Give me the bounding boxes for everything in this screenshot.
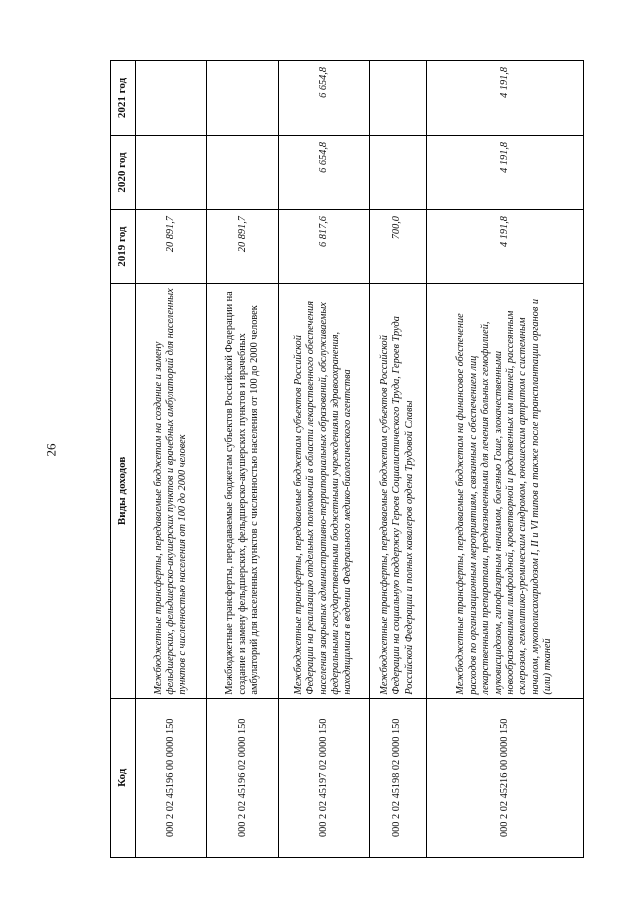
table-header-row [111,61,136,858]
row-description: Межбюджетные трансферты, передаваемые бюджетам на создание и замену фельдшерских, фельдшерско-акушерских пунктов и врачебных амбулаторий для населенных пунктов с численностью населения от 100 до 2000 человек [136,284,207,698]
header-2020: 2020 год [111,135,136,209]
row-value-2019: 4 191,8 [426,210,583,284]
header-2019: 2019 год [111,210,136,284]
row-description: Межбюджетные трансферты, передаваемые бюджетам на финансовое обеспечение расходов по организационным мероприятиям, связанным с обеспечением лиц лекарственными препаратами, предназначенными для лечения больных гемофилией, муковисцидозом, гипофизарным нанизмом, болезнью Гоше, злокачественными новообразованиями лимфоидной, кроветворной и родственных им тканей, рассеянным склерозом, гемолитико-уремическим синдромом, юношеским артритом с системным началом, мукополисахаридозом I, II и VI типов а также после трансплантации органов и (или) тканей [426,284,583,698]
row-code: 000 2 02 45196 00 0000 150 [136,698,207,857]
row-value-2020 [369,135,426,209]
table-row [136,61,207,858]
row-value-2021: 6 654,8 [278,61,369,136]
row-value-2020 [136,135,207,209]
table-row [278,61,369,858]
row-code: 000 2 02 45216 00 0000 150 [426,698,583,857]
header-2021: 2021 год [111,61,136,136]
table-row [207,61,278,858]
row-value-2021: 4 191,8 [426,61,583,136]
row-value-2021 [136,61,207,136]
row-code: 000 2 02 45196 02 0000 150 [207,698,278,857]
header-code: Код [111,698,136,857]
row-description: Межбюджетные трансферты, передаваемые бюджетам субъектов Российской Федерации на реализацию отдельных полномочий в области лекарственного обеспечения населения закрытых административно-территориальных образований, обслуживаемых федеральными государственными бюджетными учреждениями здравоохранения, находящимися в ведении Федерального медико-биологического агентства [278,284,369,698]
revenue-table [110,60,584,858]
row-value-2021 [207,61,278,136]
row-code: 000 2 02 45198 02 0000 150 [369,698,426,857]
row-value-2019: 6 817,6 [278,210,369,284]
row-description: Межбюджетные трансферты, передаваемые бюджетам субъектов Российской Федерации на социальную поддержку Героев Социалистического Труда, Героев Труда Российской Федерации и полных кавалеров ордена Трудовой Славы [369,284,426,698]
row-value-2020 [207,135,278,209]
row-code: 000 2 02 45197 02 0000 150 [278,698,369,857]
row-value-2020: 6 654,8 [278,135,369,209]
table-row [369,61,426,858]
row-value-2019: 700,0 [369,210,426,284]
page-number: 26 [43,443,59,457]
row-value-2021 [369,61,426,136]
row-value-2020: 4 191,8 [426,135,583,209]
row-value-2019: 20 891,7 [207,210,278,284]
revenue-table-container [110,60,584,858]
row-description: Межбюджетные трансферты, передаваемые бюджетам субъектов Российской Федерации на создание и замену фельдшерских, фельдшерско-акушерских пунктов и врачебных амбулаторий для населенных пунктов с численностью населения от 100 до 2000 человек [207,284,278,698]
table-row [426,61,583,858]
row-value-2019: 20 891,7 [136,210,207,284]
header-revenue-type: Виды доходов [111,284,136,698]
